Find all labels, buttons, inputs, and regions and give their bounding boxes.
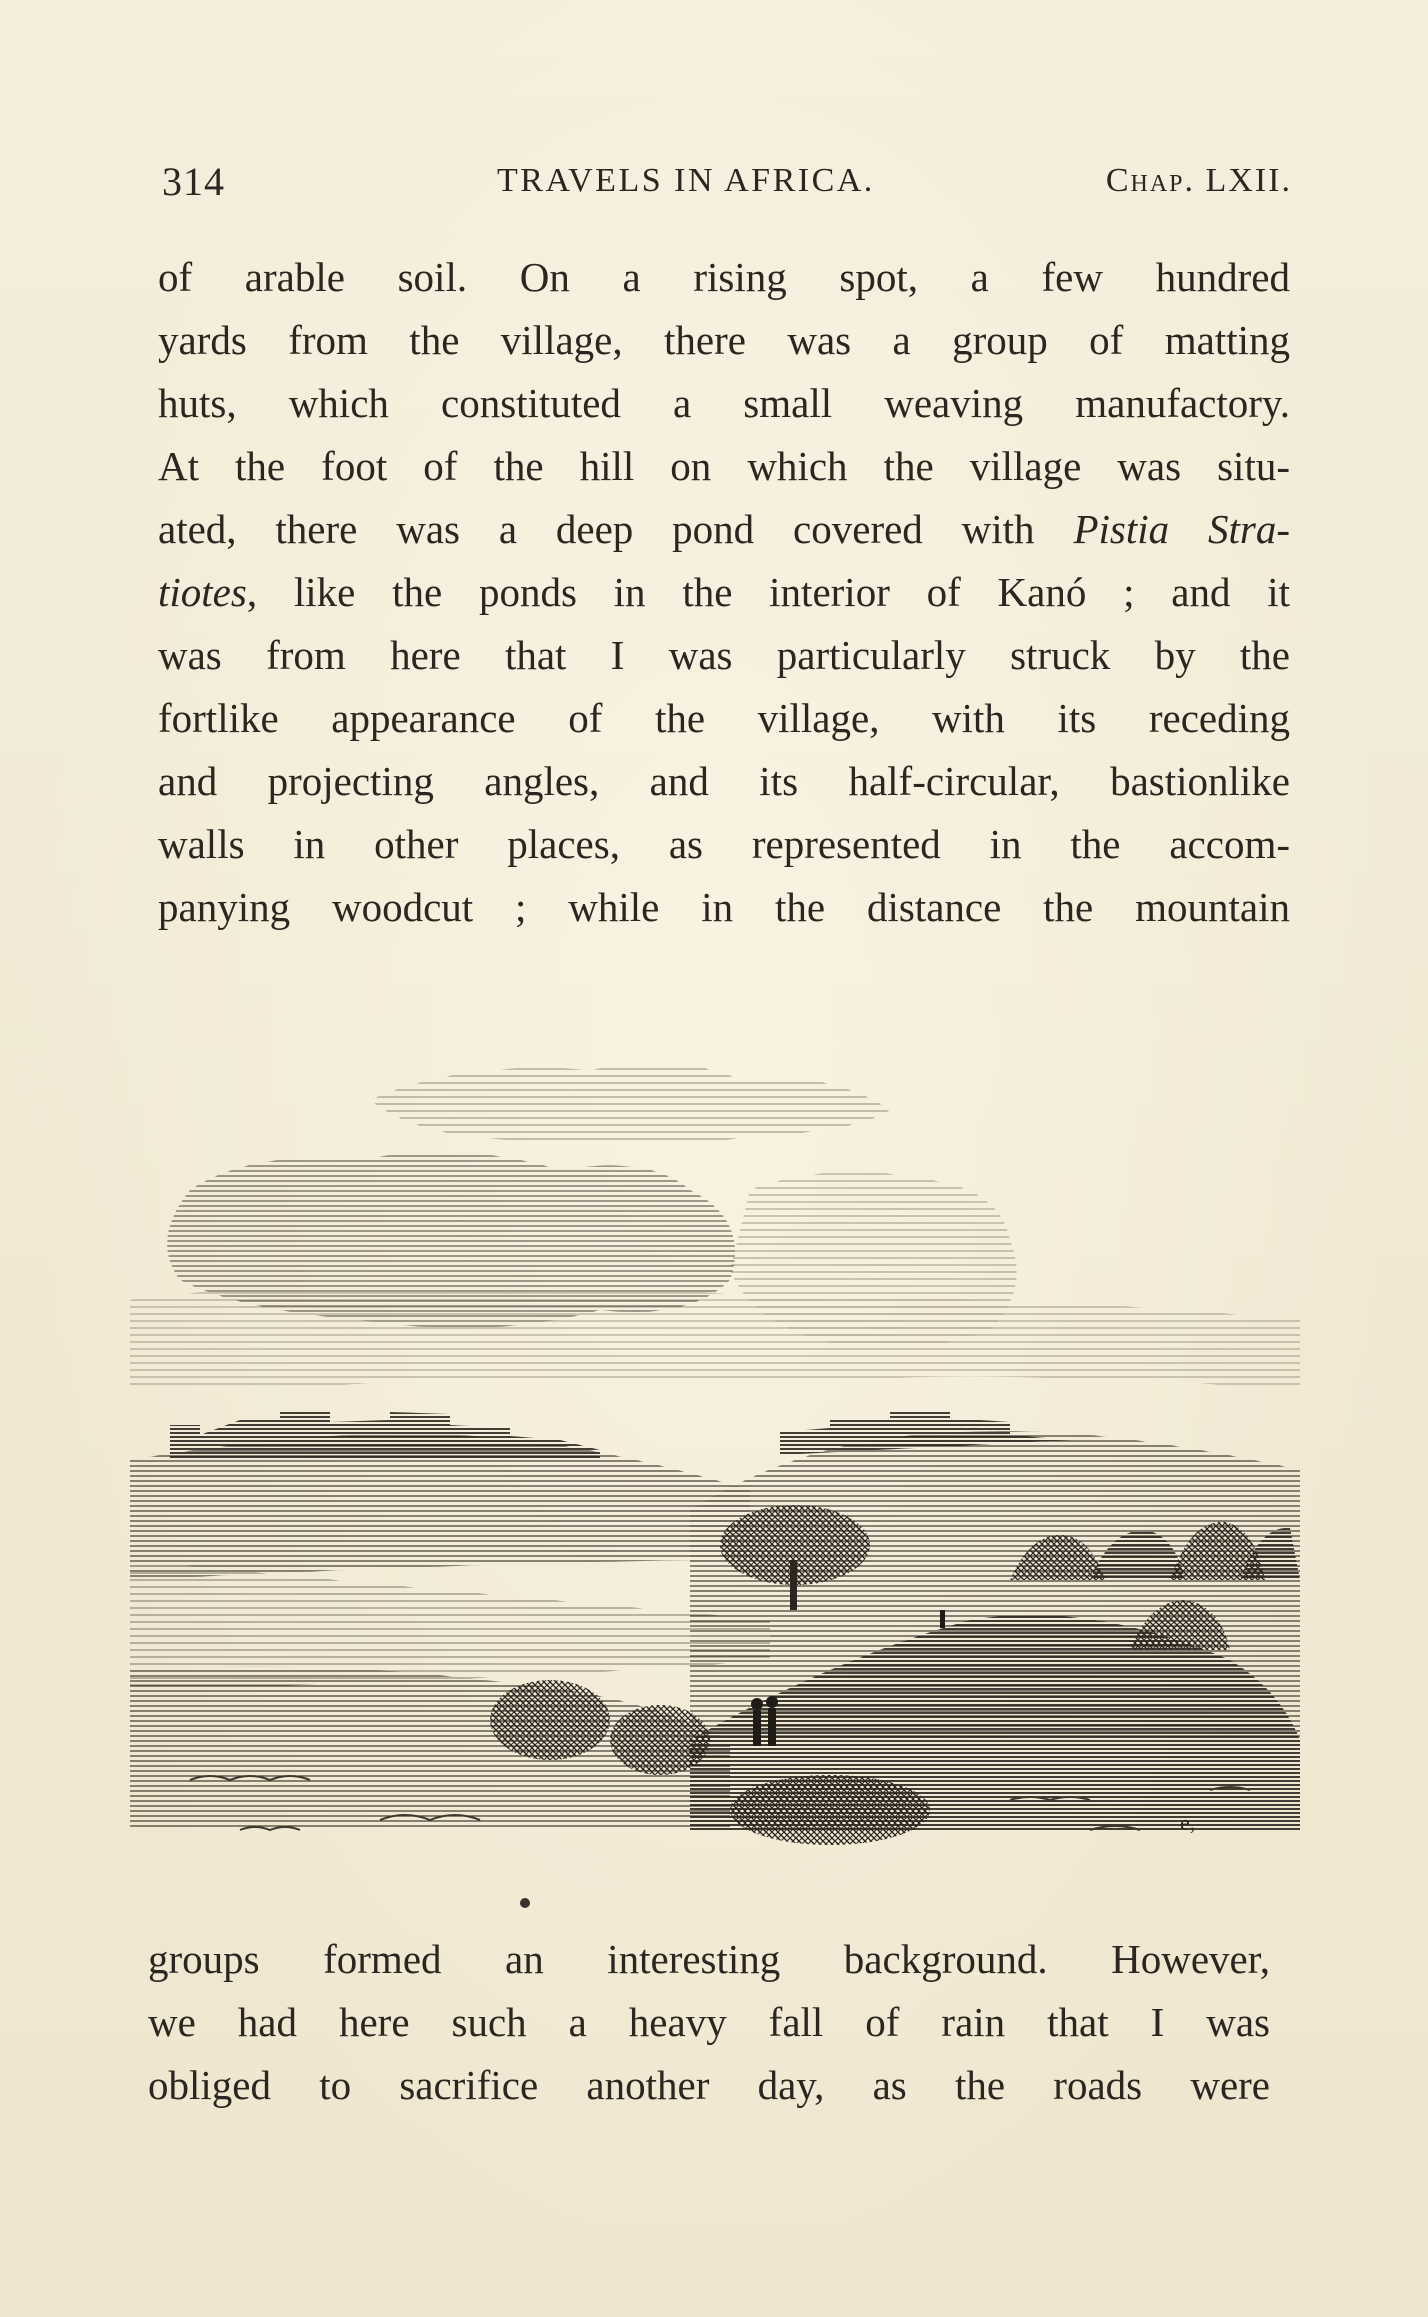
- text-line: obliged to sacrifice another day, as the roads were: [148, 2062, 1270, 2108]
- text-line: walls in other places, as represented in the accom-: [158, 821, 1290, 867]
- engraver-signature: e,: [1180, 1810, 1196, 1835]
- text-line: At the foot of the hill on which the village was situ-: [158, 443, 1290, 489]
- text-line: huts, which constituted a small weaving manufactory.: [158, 380, 1290, 426]
- italic-term: tiotes: [158, 569, 247, 615]
- text-line: [158, 498, 1290, 561]
- left-hill-village: [130, 1410, 750, 1580]
- text-line: yards from the village, there was a group of matting: [158, 317, 1290, 363]
- text-line: was from here that I was particularly struck by the: [158, 632, 1290, 678]
- running-title: TRAVELS IN AFRICA.: [497, 162, 875, 199]
- text-line: and projecting angles, and its half-circular, bastionlike: [158, 758, 1290, 804]
- text-fragment: , like the ponds in the interior of Kanó ; and it: [246, 569, 1290, 615]
- text-line: of arable soil. On a rising spot, a few hundred: [158, 254, 1290, 300]
- text-line: [158, 561, 1290, 624]
- paragraph-bottom: [148, 1928, 1270, 2117]
- chapter-label: Chap. LXII.: [1105, 162, 1292, 199]
- text-line: fortlike appearance of the village, with its receding: [158, 695, 1290, 741]
- text-line: groups formed an interesting background. However,: [148, 1936, 1270, 1982]
- page-number: 314: [162, 159, 225, 204]
- paragraph-top: [158, 246, 1290, 939]
- text-line: we had here such a heavy fall of rain that I was: [148, 1999, 1270, 2045]
- woodcut-illustration: [130, 1040, 1300, 1880]
- text-line: panying woodcut ; while in the distance the mountain: [158, 884, 1290, 930]
- ink-spot: [520, 1898, 530, 1908]
- italic-term: Pistia Stra-: [1073, 506, 1290, 552]
- sky-clouds: [130, 1064, 1300, 1390]
- running-header: [162, 158, 1292, 208]
- text-fragment: ated, there was a deep pond covered with: [158, 506, 1074, 552]
